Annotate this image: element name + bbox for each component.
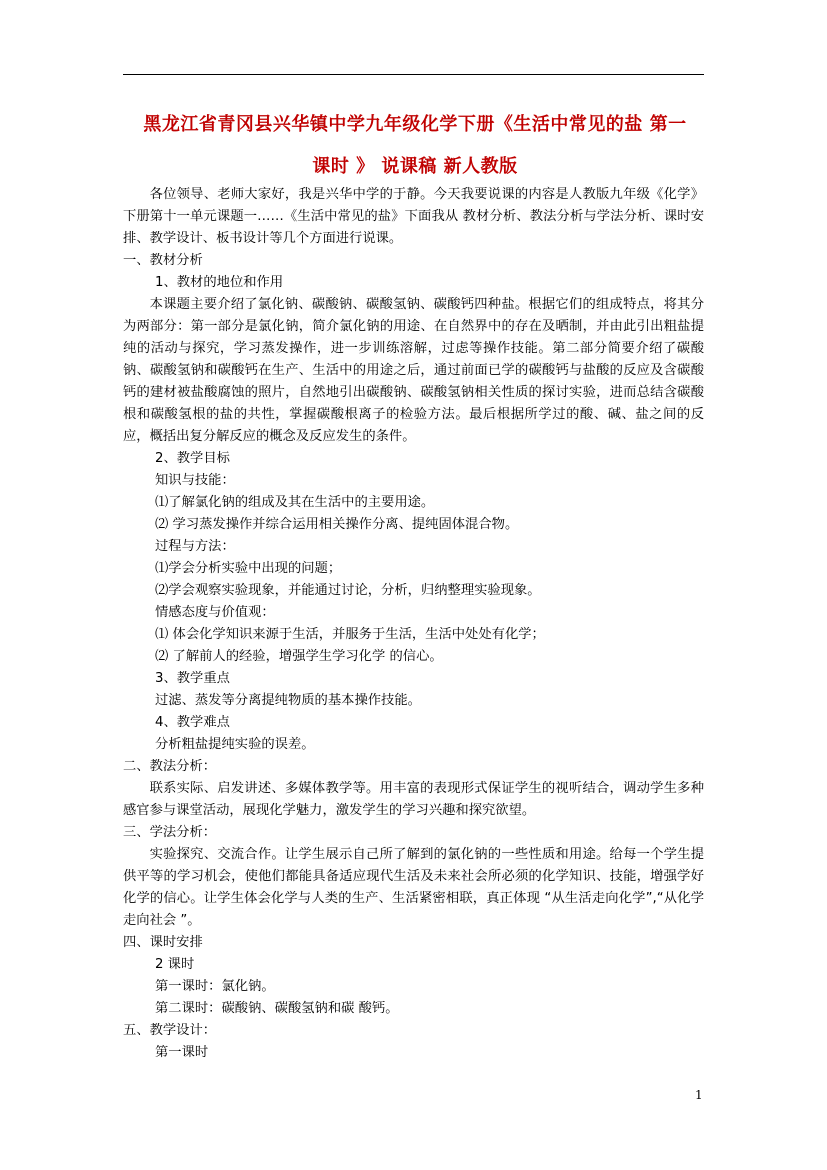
- process-item-1: ⑴学会分析实验中出现的问题；: [155, 561, 342, 576]
- document-title-line-2: 课时 》 说课稿 新人教版: [312, 156, 518, 177]
- section-4-total: 2 课时: [155, 957, 195, 972]
- section-1-2-heading: 2、教学目标: [155, 451, 230, 466]
- section-1-1-heading: 1、教材的地位和作用: [155, 275, 284, 290]
- process-heading: 过程与方法：: [155, 539, 235, 554]
- section-2-body: 联系实际、启发讲述、多媒体教学等。用丰富的表现形式保证学生的视听结合，调动学生多种感官参与课堂活动，展现化学魅力，激发学生的学习兴趣和探究欲望。: [123, 781, 704, 818]
- section-2-heading: 二、教法分析：: [123, 759, 217, 774]
- knowledge-item-1: ⑴了解氯化钠的组成及其在生活中的主要用途。: [155, 495, 435, 510]
- section-1-1-body: 本课题主要介绍了氯化钠、碳酸钠、碳酸氢钠、碳酸钙四种盐。根据它们的组成特点，将其分为两部分：第一部分是氯化钠，简介氯化钠的用途、在自然界中的存在及晒制，并由此引出粗盐提纯的活动与探究，学习蒸发操作，进一步训练溶解，过虑等操作技能。第二部分简要介绍了碳酸钠、碳酸氢钠和碳酸钙在生产、生活中的用途之后，通过前面已学的碳酸钙与盐酸的反应及含碳酸钙的建材被盐酸腐蚀的照片，自然地引出碳酸钠、碳酸氢钠相关性质的探讨实验，进而总结含碳酸根和碳酸氢根的盐的共性，掌握碳酸根离子的检验方法。最后根据所学过的酸、碱、盐之间的反应，概括出复分解反应的概念及反应发生的条件。: [123, 297, 704, 444]
- section-1-heading: 一、教材分析: [123, 253, 203, 268]
- section-4-heading: 四、课时安排: [123, 935, 203, 950]
- section-1-4-heading: 4、教学难点: [155, 715, 230, 730]
- section-5-heading: 五、教学设计：: [123, 1023, 217, 1038]
- emotion-item-1: ⑴ 体会化学知识来源于生活，并服务于生活，生活中处处有化学；: [155, 627, 545, 642]
- knowledge-heading: 知识与技能：: [155, 473, 235, 488]
- emotion-item-2: ⑵ 了解前人的经验，增强学生学习化学 的信心。: [155, 649, 443, 664]
- section-3-heading: 三、学法分析：: [123, 825, 217, 840]
- section-4-lesson-1: 第一课时：氯化钠。: [155, 979, 275, 994]
- page-number: 1: [695, 1088, 703, 1102]
- section-1-3-body: 过滤、蒸发等分离提纯物质的基本操作技能。: [155, 693, 421, 708]
- section-1-3-heading: 3、教学重点: [155, 671, 230, 686]
- section-5-subheading: 第一课时: [155, 1045, 209, 1060]
- document-title-line-1: 黑龙江省青冈县兴华镇中学九年级化学下册《生活中常见的盐 第一: [143, 114, 687, 135]
- intro-paragraph: 各位领导、老师大家好，我是兴华中学的于静。今天我要说课的内容是人教版九年级《化学》下册第十一单元课题一……《生活中常见的盐》下面我从 教材分析、教法分析与学法分析、课时安排、教学设计、板书设计等几个方面进行说课。: [123, 187, 704, 246]
- knowledge-item-2: ⑵ 学习蒸发操作并综合运用相关操作分离、提纯固体混合物。: [155, 517, 519, 532]
- header-rule: [123, 74, 704, 75]
- section-4-lesson-2: 第二课时：碳酸钠、碳酸氢钠和碳 酸钙。: [155, 1001, 399, 1016]
- document-body: [123, 184, 704, 1064]
- emotion-heading: 情感态度与价值观：: [155, 605, 275, 620]
- section-1-4-body: 分析粗盐提纯实验的误差。: [155, 737, 315, 752]
- section-3-body: 实验探究、交流合作。让学生展示自己所了解到的氯化钠的一些性质和用途。给每一个学生提供平等的学习机会，使他们都能具备适应现代生活及未来社会所必须的化学知识、技能，增强学好化学的信心。让学生体会化学与人类的生产、生活紧密相联，真正体现 “从生活走向化学”,“从化学走向社会 ”。: [123, 847, 704, 928]
- process-item-2: ⑵学会观察实验现象，并能通过讨论，分析，归纳整理实验现象。: [155, 583, 541, 598]
